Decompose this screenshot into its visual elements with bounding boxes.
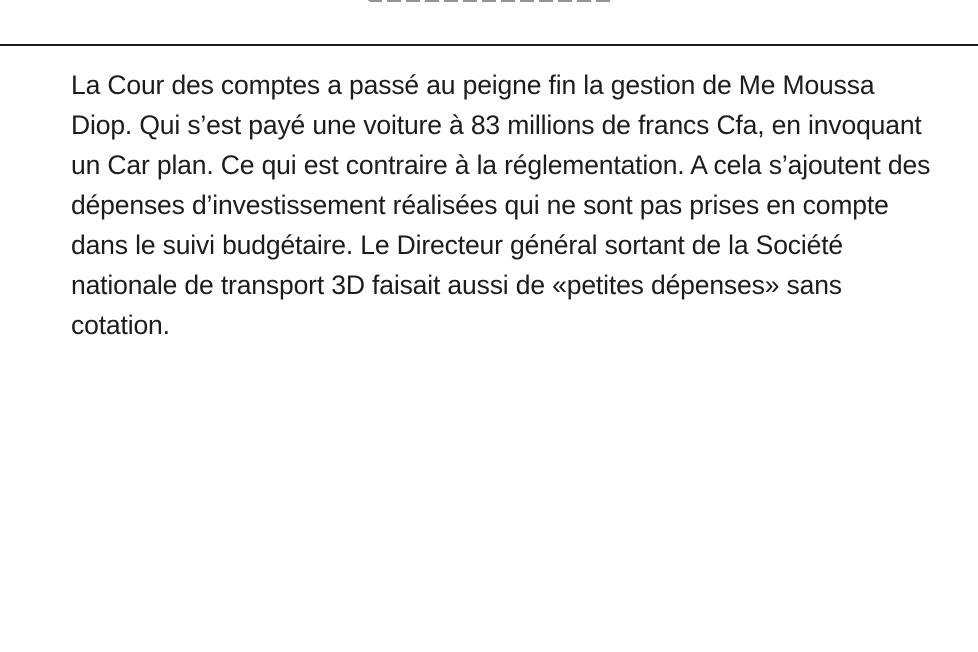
cropped-title-remnant [368, 0, 614, 2]
header-divider [0, 44, 978, 46]
article-body-paragraph: La Cour des comptes a passé au peigne fin la gestion de Me Moussa Diop. Qui s’est payé une voiture à 83 millions de francs Cfa, en invoquant un Car plan. Ce qui est contraire à la réglementation. A cela s’ajoutent des dépenses d’investissement réalisées qui ne sont pas prises en compte dans le suivi budgétaire. Le Directeur général sortant de la Société nationale de transport 3D faisait aussi de «petites dépenses» sans cotation. [71, 70, 931, 340]
